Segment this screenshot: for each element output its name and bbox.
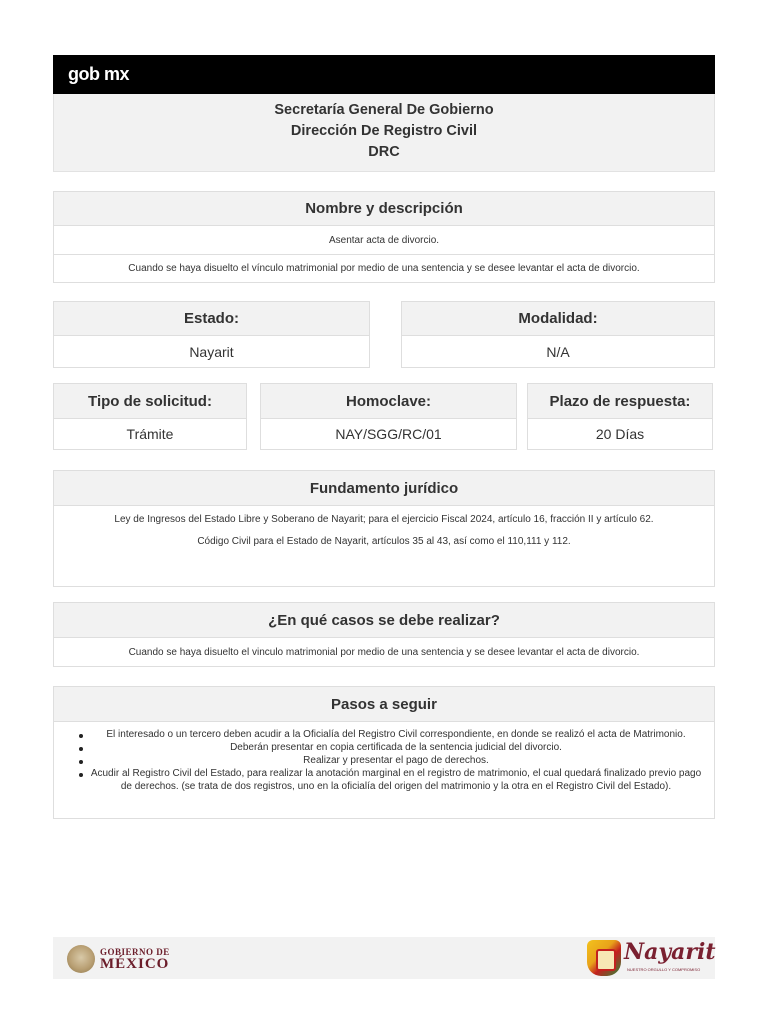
gobierno-de-mexico-logo[interactable]: [67, 944, 187, 974]
plazo-label: Plazo de respuesta:: [528, 384, 712, 419]
casos-section: [53, 602, 715, 667]
top-bar: [53, 55, 715, 94]
tipo-section: [53, 383, 247, 450]
gob-logo-line-2: MÉXICO: [100, 956, 170, 972]
nombre-section: [53, 191, 715, 283]
pasos-title: Pasos a seguir: [54, 687, 714, 722]
tramite-name: Asentar acta de divorcio.: [328, 234, 440, 246]
modalidad-value: N/A: [546, 343, 570, 360]
estado-value: Nayarit: [189, 343, 234, 360]
paso-item: Deberán presentar en copia certificada de la sentencia judicial del divorcio.: [74, 741, 704, 754]
gobmx-logo[interactable]: gob mx: [68, 64, 130, 84]
mexico-seal-icon: [67, 945, 95, 973]
estado-section: [53, 301, 370, 368]
fundamento-title: Fundamento jurídico: [54, 471, 714, 506]
modalidad-section: [401, 301, 715, 368]
plazo-section: [527, 383, 713, 450]
paso-item: Realizar y presentar el pago de derechos.: [74, 754, 704, 767]
paso-item: Acudir al Registro Civil del Estado, para realizar la anotación marginal en el registro de matrimonio, el cual quedará finalizado previo pago de derechos. (se trata de dos registros, uno en la oficialía del origen del matrimonio y la otra en el Registro Civil del Estado).: [74, 767, 704, 793]
agency-line-3: DRC: [368, 144, 400, 160]
agency-line-2: Dirección De Registro Civil: [290, 123, 478, 139]
footer: [53, 937, 715, 979]
fundamento-text-1: Ley de Ingresos del Estado Libre y Soberano de Nayarit; para el ejercicio Fiscal 2024, artículo 16, fracción II y artículo 62.: [114, 514, 654, 525]
nayarit-shield-icon: [587, 940, 621, 976]
modalidad-label: Modalidad:: [402, 302, 714, 336]
fundamento-section: [53, 470, 715, 587]
tipo-value: Trámite: [126, 426, 174, 442]
tramite-description: Cuando se haya disuelto el vínculo matrimonial por medio de una sentencia y se desee levantar el acta de divorcio.: [54, 254, 714, 282]
pasos-list: [54, 722, 714, 793]
nayarit-logo-tagline: NUESTRO ORGULLO Y COMPROMISO: [627, 967, 701, 972]
casos-text: Cuando se haya disuelto el vinculo matrimonial por medio de una sentencia y se desee levantar el acta de divorcio.: [128, 646, 640, 658]
nayarit-logo[interactable]: [587, 937, 716, 979]
plazo-value: 20 Días: [595, 426, 645, 442]
tipo-label: Tipo de solicitud:: [54, 384, 246, 419]
nayarit-logo-word: Nayarit: [624, 939, 716, 965]
casos-title: ¿En qué casos se debe realizar?: [54, 603, 714, 638]
agency-line-1: Secretaría General De Gobierno: [274, 102, 494, 118]
nombre-title: Nombre y descripción: [54, 192, 714, 226]
homoclave-section: [260, 383, 517, 450]
fundamento-text-2: Código Civil para el Estado de Nayarit, artículos 35 al 43, así como el 110,111 y 112.: [197, 536, 571, 547]
homoclave-value: NAY/SGG/RC/01: [335, 426, 442, 442]
homoclave-label: Homoclave:: [261, 384, 516, 419]
gob-logo-line-1: GOBIERNO DE: [100, 947, 170, 957]
paso-item: El interesado o un tercero deben acudir a la Oficialía del Registro Civil correspondiente, en donde se realizó el acta de Matrimonio.: [74, 728, 704, 741]
agency-header: [53, 94, 715, 172]
estado-label: Estado:: [54, 302, 369, 336]
pasos-section: [53, 686, 715, 819]
